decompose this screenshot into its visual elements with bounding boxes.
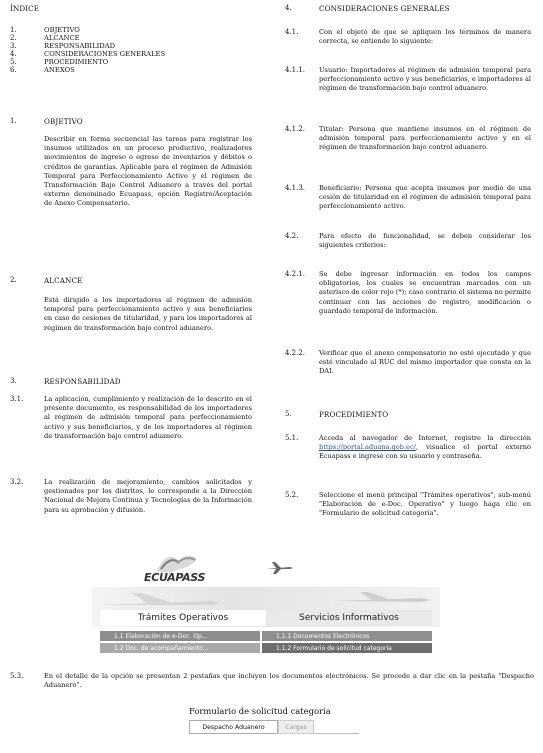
paragraph-4-2-1: 4.2.1. Se debe ingresar información en todos los campos obligatorios, los cuales se encuentran marcados con un asterisco de color rojo (*); caso contrario el sistema no permite continuar con las acciones de registro, modificación o guardado temporal de información. — [285, 270, 531, 315]
tab-despacho-aduanero[interactable]: Despacho Aduanero — [189, 720, 278, 734]
menu-item-documentos-electronicos[interactable]: 1.1.1 Documentos Electrónicos — [262, 631, 432, 641]
tab-cargas[interactable]: Cargas — [278, 720, 314, 734]
airplane-icon — [264, 561, 294, 575]
index-item: 4. CONSIDERACIONES GENERALES — [10, 50, 166, 58]
paragraph-4-1-3: 4.1.3. Beneficiario: Persona que acepta insumos por medio de una cesión de titularidad en el régimen de admisión temporal para perfeccionamiento activo. — [285, 184, 531, 211]
menu-item-acompanamiento[interactable]: 1.2 Doc. de acompañamiento... — [100, 643, 260, 653]
paragraph-4-1-2: 4.1.2. Titular: Persona que mantiene insumos en el régimen de admisión temporal para perfeccionamiento activo y en el régimen de transformación bajo control aduanero. — [285, 125, 531, 152]
section-heading-objetivo: 1. OBJETIVO — [10, 117, 83, 126]
airplane-background-right-icon — [332, 589, 432, 609]
paragraph-5-2: 5.2. Seleccione el menú principal "Trámites operativos", sub-menú "Elaboración de e-Doc. Operativo" y luego haga clic en "Formulario de solicitud categoría". — [285, 491, 531, 518]
tab-tramites-operativos[interactable]: Trámites Operativos — [100, 610, 266, 626]
index-title: ÍNDICE — [10, 4, 40, 13]
index-item: 6. ANEXOS — [10, 66, 75, 74]
paragraph-4-2: 4.2. Para efecto de funcionalidad, se deben considerar los siguientes criterios: — [285, 232, 531, 250]
section-heading-procedimiento: 5. PROCEDIMIENTO — [285, 410, 389, 419]
section-heading-alcance: 2. ALCANCE — [10, 276, 83, 285]
paragraph-3-1: 3.1. La aplicación, cumplimiento y realización de lo descrito en el presente documento, es responsabilidad de los importadores al régimen de admisión temporal para perfeccionamiento activo y sus beneficiarios, y de los importadores al régimen de transformación bajo control aduanero. — [10, 395, 252, 440]
tab-servicios-informativos[interactable]: Servicios Informativos — [266, 610, 432, 626]
paragraph-4-1: 4.1. Con el objeto de que se apliquen los términos de manera correcta, se entiende lo siguiente: — [285, 28, 531, 46]
paragraph-4-2-2: 4.2.2. Verificar que el anexo compensatorio no esté ejecutado y que esté vinculado al RUC del mismo importador que consta en la DAI. — [285, 349, 531, 376]
paragraph-4-1-1: 4.1.1. Usuario: Importadores al régimen de admisión temporal para perfeccionamiento activo y sus beneficiarios, e importadores al régimen de transformación bajo control aduanero. — [285, 66, 531, 93]
section-heading-responsabilidad: 3. RESPONSABILIDAD — [10, 377, 121, 386]
airplane-background-icon — [102, 591, 222, 611]
form-tabs — [189, 720, 359, 734]
paragraph-5-1: 5.1. Acceda al navegador de Internet, registre la dirección https://portal.aduana.gob.ec/, visualice el portal externo Ecuapass e ingrese con su usuario y contraseña. — [285, 434, 531, 461]
form-title: Formulario de solicitud categoría — [189, 706, 331, 716]
index-item: 1. OBJETIVO — [10, 26, 80, 34]
paragraph-3-2: 3.2. La realización de mejoramiento, cambios solicitados y gestionados por los distritos, le corresponde a la Dirección Nacional de Mejora Continua y Tecnologías de la Información para su aprobación y difusión. — [10, 478, 252, 514]
ecuapass-logo-text: ECUAPASS — [144, 571, 206, 584]
objetivo-text: Describir en forma secuencial las tareas para registrar los insumos utilizados en un proceso productivo, realizadores movimientos de ingreso o egreso de inventarios y débitos o créditos de garantías. Aplicable para el régimen de Admisión Temporal para Perfeccionamiento Activo y el régimen de Transformación Bajo Control Aduanero a través del portal externo denominado Ecuapass, opción Registro/Aceptación de Anexo Compensatorio. — [44, 135, 252, 208]
ecuapass-screenshot — [92, 547, 440, 663]
form-tab-bar-line — [314, 720, 359, 734]
index-item: 2. ALCANCE — [10, 34, 80, 42]
portal-link[interactable]: https://portal.aduana.gob.ec/ — [319, 443, 416, 452]
index-item: 3. RESPONSABILIDAD — [10, 42, 116, 50]
main-tabs — [100, 610, 432, 626]
section-heading-consideraciones: 4. CONSIDERACIONES GENERALES — [285, 4, 450, 13]
menu-item-elaboracion[interactable]: 1.1 Elaboración de e-Doc. Op... — [100, 631, 260, 641]
paragraph-5-3: 5.3. En el detalle de la opción se presentan 2 pestañas que incluyen los documentos electrónicos. Se procede a dar clic en la pestaña "Despacho Aduanero". — [10, 672, 534, 690]
index-item: 5. PROCEDIMIENTO — [10, 58, 109, 66]
alcance-text: Está dirigido a los importadores al régimen de admisión temporal para perfeccionamiento activo y sus beneficiarios en caso de cesiones de titularidad, y para los importadores al régimen de transformación bajo control aduanero. — [44, 296, 252, 332]
menu-item-formulario-solicitud[interactable]: 1.1.2 Formulario de solicitud categoría — [262, 643, 432, 653]
